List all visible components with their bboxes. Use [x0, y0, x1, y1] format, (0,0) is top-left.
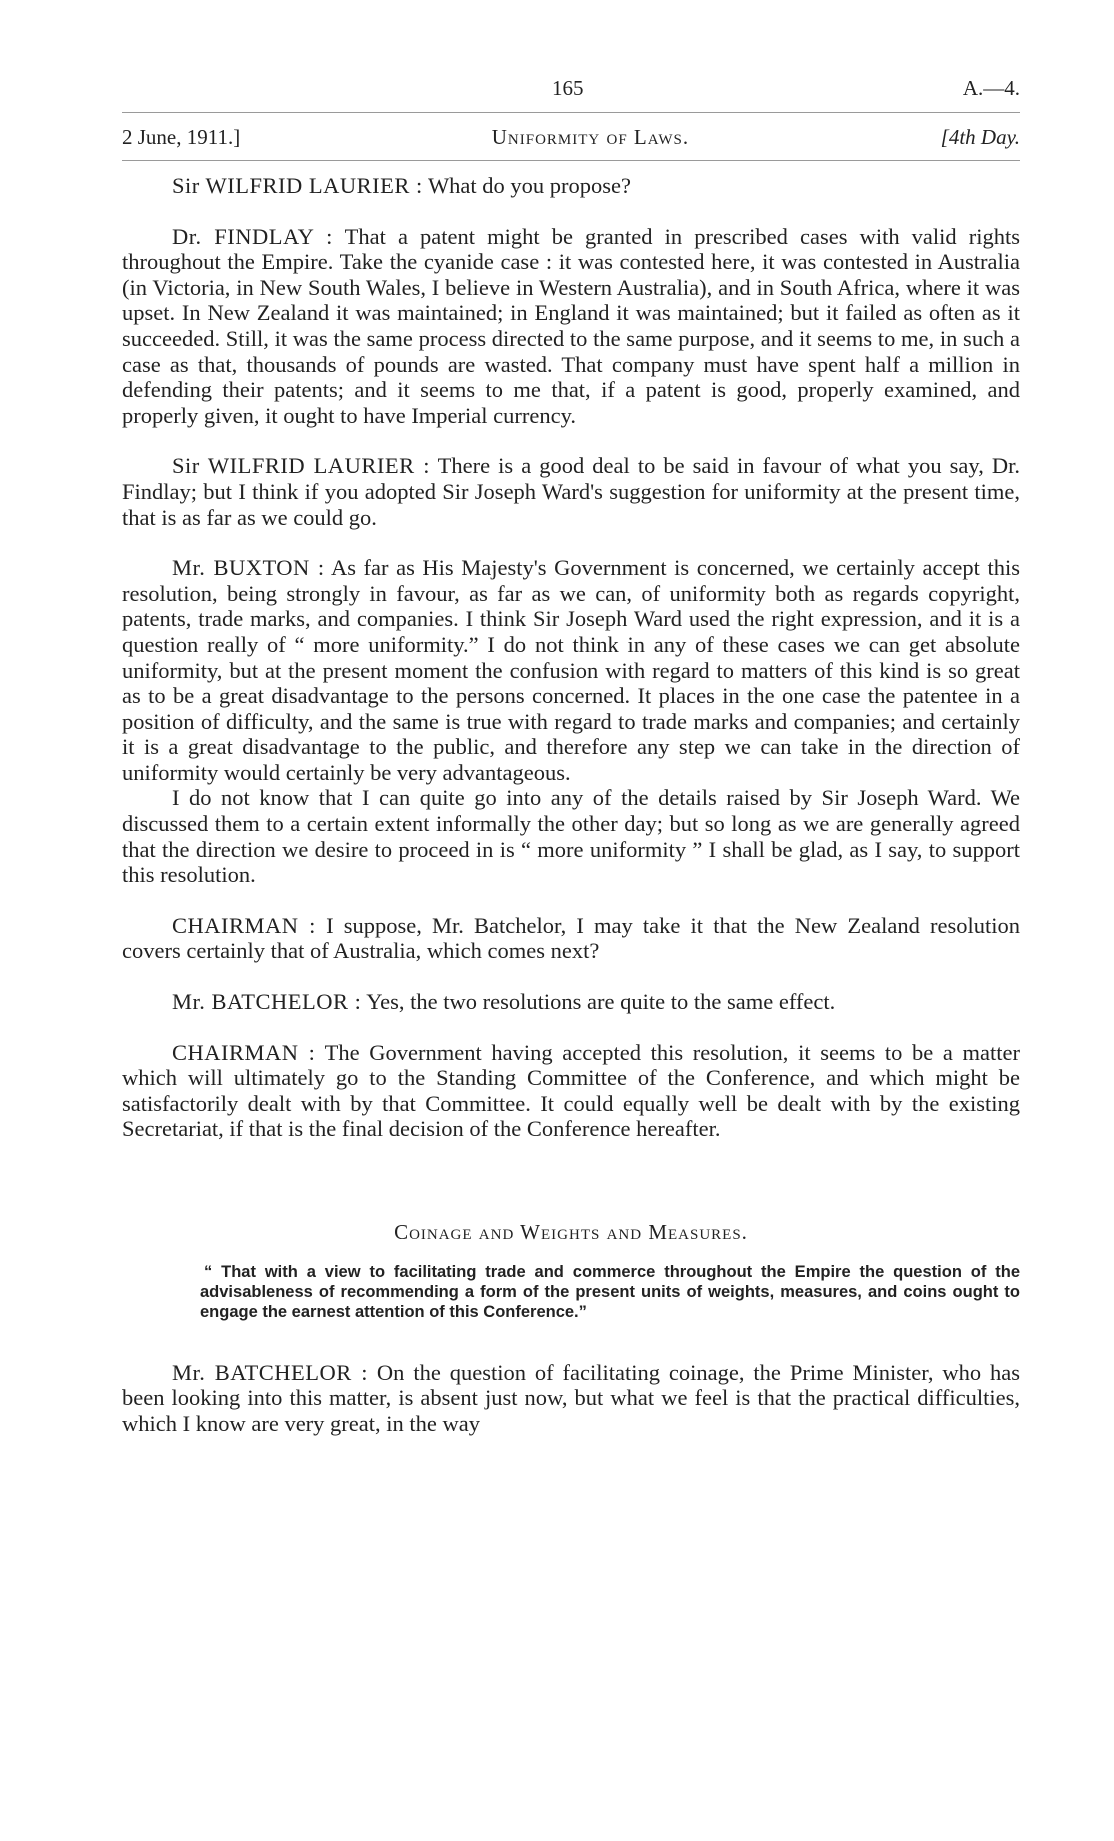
speech-text: That a patent might be granted in prescribed cases with valid rights throughout the Empire. Take the cyanide case : it was contested here, it was contested in Australia (in Victoria, in New South Wales, I believe in Western Australia), and in South Africa, where it was upset. In New Zealand it was maintained; in England it was maintained; but it failed as often as it succeeded. Still, it was the same process directed to the same purpose, and it seems to me, in such a case as that, thousands of pounds are wasted. That company must have spent half a million in defending their patents; and it seems to me that, if a patent is good, properly examined, and properly given, it ought to have Imperial currency. [122, 223, 1020, 428]
speaker-name: Sir WILFRID LAURIER : [172, 453, 430, 479]
page-top-line [122, 60, 1020, 100]
speaker-name: Mr. BATCHELOR : [172, 1359, 368, 1385]
running-head-title: Uniformity of Laws. [491, 125, 690, 149]
document-body [122, 173, 1020, 1436]
speech-paragraph [122, 989, 1020, 1015]
speech-paragraph [122, 555, 1020, 785]
speaker-name: Sir WILFRID LAURIER : [172, 173, 423, 198]
speech-paragraph [122, 224, 1020, 429]
running-head-day: [4th Day. [940, 125, 1020, 149]
resolution-text: “ That with a view to facilitating trade and commerce throughout the Empire the question of the advisableness of recommending a form of the present units of weights, measures, and coins ought to engage the earnest attention of this Conference.” [200, 1262, 1020, 1321]
document-page [122, 60, 1020, 1461]
speech-text: There is a good deal to be said in favour of what you say, Dr. Findlay; but I think if you adopted Sir Joseph Ward's suggestion for uniformity at the present time, that is as far as we could go. [122, 453, 1020, 530]
speech-text: As far as His Majesty's Government is concerned, we certainly accept this resolution, being strongly in favour, as far as we can, of uniformity both as regards copyright, patents, trade marks, and companies. I think Sir Joseph Ward used the right expression, and it is a question really of “ more uniformity.” I do not think in any of these cases we can get absolute uniformity, but at the present moment the confusion with regard to matters of this kind is so great as to be a great disadvantage to the persons concerned. It places in the one case the patentee in a position of difficulty, and the same is true with regard to trade marks and companies; and certainly it is a great disadvantage to the public, and therefore any step we can take in the direction of uniformity would certainly be very advantageous. [122, 555, 1020, 785]
paper-reference: A.—4. [962, 76, 1020, 100]
speech-text: I suppose, Mr. Batchelor, I may take it that the New Zealand resolution covers certainly that of Australia, which comes next? [122, 912, 1020, 964]
section-heading: Coinage and Weights and Measures. [394, 1220, 748, 1244]
speech-text: On the question of facilitating coinage, the Prime Minister, who has been looking into this matter, is absent just now, but what we feel is that the practical difficulties, which I know are very great, in the way [122, 1359, 1021, 1436]
speaker-name: Mr. BUXTON : [172, 555, 325, 581]
header-rule-bottom [122, 160, 1020, 161]
running-head-date: 2 June, 1911.] [122, 125, 241, 149]
speech-paragraph [122, 1360, 1020, 1437]
speech-paragraph [122, 173, 1020, 199]
speech-text: Yes, the two resolutions are quite to the same effect. [366, 989, 836, 1015]
speech-text: I do not know that I can quite go into any of the details raised by Sir Joseph Ward. We discussed them to a certain extent informally the other day; but so long as we are generally agreed that the direction we desire to proceed in is “ more uniformity ” I shall be glad, as I say, to support this resolution. [122, 785, 1020, 888]
speech-paragraph [122, 913, 1020, 964]
speech-continuation [122, 785, 1020, 887]
speaker-name: Mr. BATCHELOR : [172, 989, 362, 1015]
speech-text: The Government having accepted this resolution, it seems to be a matter which will ultimately go to the Standing Committee of the Conference, and which might be satisfactorily dealt with by that Committee. It could equally well be dealt with by the existing Secretariat, if that is the final decision of the Conference hereafter. [122, 1039, 1020, 1142]
speech-paragraph [122, 1040, 1020, 1142]
speaker-name: CHAIRMAN : [172, 1039, 316, 1065]
speaker-name: Dr. FINDLAY : [172, 223, 333, 249]
page-number: 165 [552, 76, 584, 100]
running-head [122, 113, 1020, 160]
speaker-name: CHAIRMAN : [172, 912, 316, 938]
speech-paragraph [122, 453, 1020, 530]
speech-text: What do you propose? [427, 173, 632, 198]
